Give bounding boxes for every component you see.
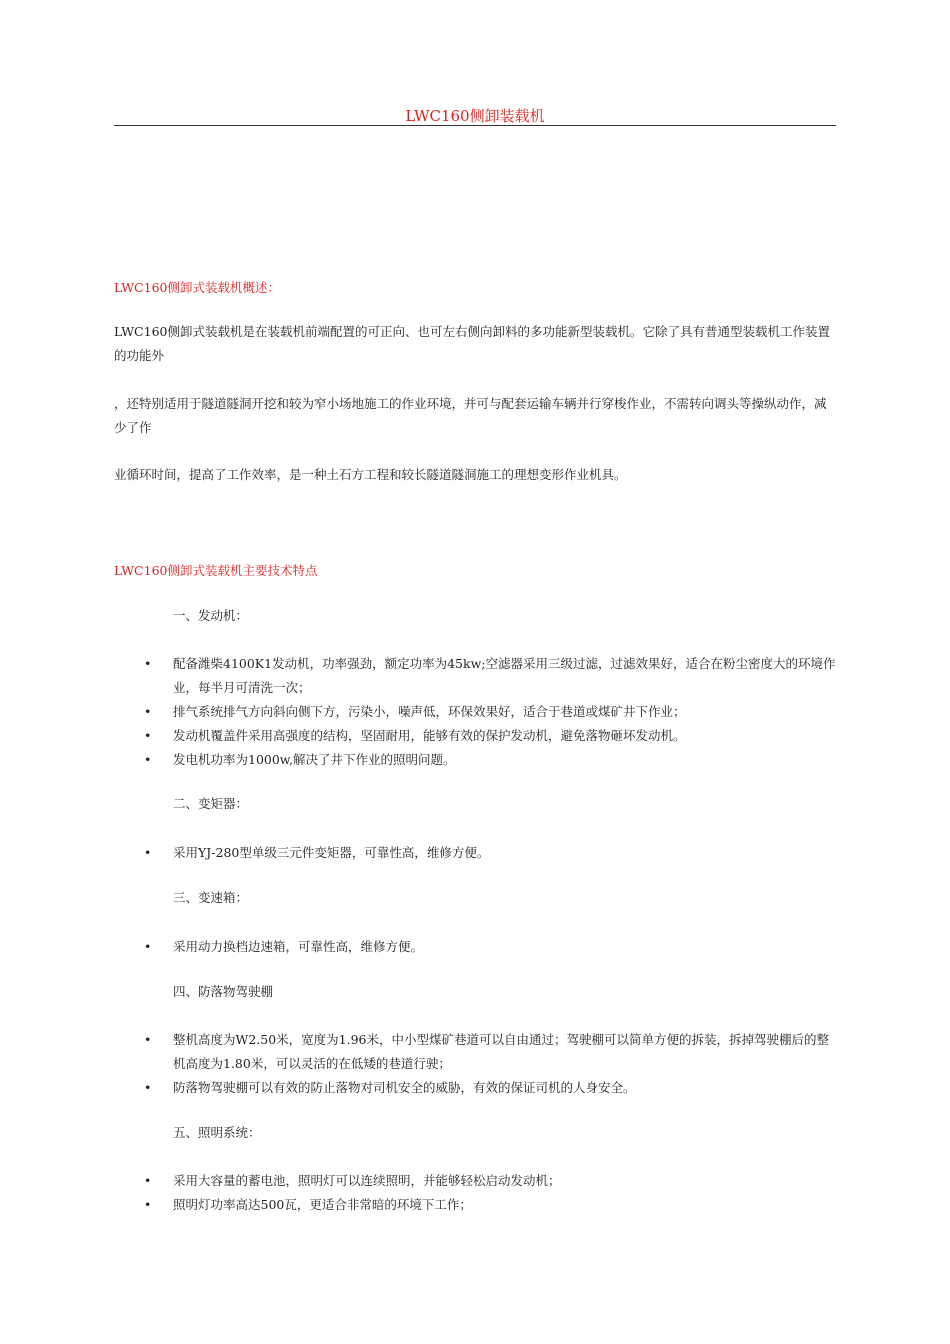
- list-item: [144, 652, 836, 700]
- overview-paragraph-1: LWC160侧卸式装载机是在装载机前端配置的可正向、也可左右侧向卸料的多功能新型装载机。它除了具有普通型装载机工作装置的功能外: [114, 324, 830, 363]
- list-item-text: 防落物驾驶棚可以有效的防止落物对司机安全的威胁，有效的保证司机的人身安全。: [173, 1080, 636, 1095]
- bullet-icon: •: [144, 704, 152, 719]
- bullet-icon: •: [144, 656, 152, 671]
- list-item-text: 发电机功率为1000w,解决了井下作业的照明问题。: [173, 752, 456, 767]
- list-item: [144, 1169, 836, 1193]
- section-engine-title: 一、发动机：: [173, 608, 249, 623]
- list-item-text: 照明灯功率高达500瓦，更适合非常暗的环境下工作；: [173, 1197, 472, 1212]
- section-lighting-list: [144, 1169, 836, 1217]
- list-item: [144, 935, 836, 959]
- overview-paragraph-2: ，还特别适用于隧道隧洞开挖和较为窄小场地施工的作业环境，并可与配套运输车辆并行穿梭作业，不需转向调头等操纵动作，减少了作: [114, 396, 827, 435]
- overview-paragraph-3: 业循环时间，提高了工作效率，是一种土石方工程和较长隧道隧洞施工的理想变形作业机具。: [114, 467, 627, 482]
- list-item-text: 配备潍柴4100K1发动机，功率强劲，额定功率为45kw;空滤器采用三级过滤，过滤效果好，适合在粉尘密度大的环境作业，每半月可清洗一次；: [173, 656, 836, 695]
- section-gearbox-list: [144, 935, 836, 959]
- bullet-icon: •: [144, 728, 152, 743]
- list-item-text: 发动机覆盖件采用高强度的结构，坚固耐用，能够有效的保护发动机，避免落物砸坏发动机。: [173, 728, 686, 743]
- list-item-text: 采用大容量的蓄电池，照明灯可以连续照明，并能够轻松启动发动机；: [173, 1173, 561, 1188]
- title-divider: [114, 125, 836, 126]
- overview-heading: LWC160侧卸式装载机概述：: [114, 280, 280, 295]
- bullet-icon: •: [144, 1173, 152, 1188]
- bullet-icon: •: [144, 1197, 152, 1212]
- section-converter-title: 二、变矩器：: [173, 796, 249, 811]
- page-title: LWC160侧卸装载机: [405, 107, 545, 125]
- list-item: [144, 700, 836, 724]
- list-item: [144, 841, 836, 865]
- list-item-text: 采用动力换档边速箱，可靠性高，维修方便。: [173, 939, 424, 954]
- list-item-text: 采用YJ-280型单级三元件变矩器，可靠性高，维修方便。: [173, 845, 490, 860]
- section-cab-list: [144, 1028, 836, 1100]
- section-converter-list: [144, 841, 836, 865]
- section-cab-title: 四、防落物驾驶棚: [173, 984, 274, 999]
- list-item: [144, 748, 836, 772]
- list-item: [144, 1076, 836, 1100]
- section-engine-list: [144, 652, 836, 772]
- list-item: [144, 724, 836, 748]
- list-item: [144, 1028, 836, 1076]
- list-item-text: 整机高度为W2.50米，宽度为1.96米，中小型煤矿巷道可以自由通过；驾驶棚可以简单方便的拆装，拆掉驾驶棚后的整机高度为1.80米，可以灵活的在低矮的巷道行驶；: [173, 1032, 830, 1071]
- section-lighting-title: 五、照明系统：: [173, 1125, 261, 1140]
- bullet-icon: •: [144, 1032, 152, 1047]
- bullet-icon: •: [144, 752, 152, 767]
- section-gearbox-title: 三、变速箱：: [173, 890, 249, 905]
- bullet-icon: •: [144, 939, 152, 954]
- list-item-text: 排气系统排气方向斜向侧下方，污染小，噪声低，环保效果好，适合于巷道或煤矿井下作业；: [173, 704, 686, 719]
- bullet-icon: •: [144, 1080, 152, 1095]
- features-heading: LWC160侧卸式装载机主要技术特点: [114, 563, 318, 578]
- list-item: [144, 1193, 836, 1217]
- bullet-icon: •: [144, 845, 152, 860]
